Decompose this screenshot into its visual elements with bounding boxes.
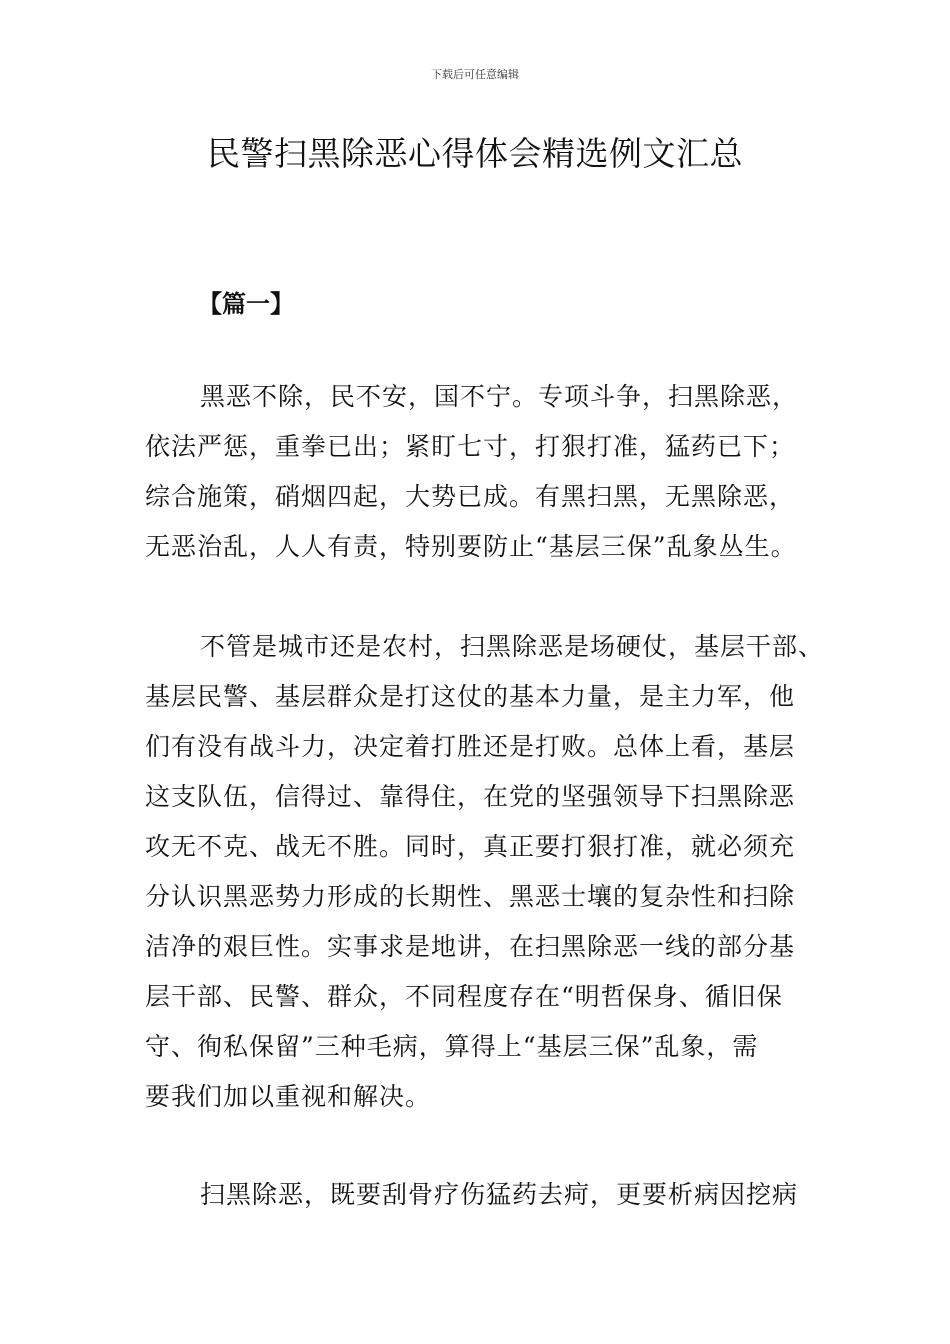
paragraph-line: 分认识黑恶势力形成的长期性、黑恶士壤的复杂性和扫除 — [145, 882, 796, 911]
paragraph-line: 守、徇私保留”三种毛病，算得上“基层三保”乱象，需 — [145, 1032, 759, 1061]
paragraph-line: 综合施策，硝烟四起，大势已成。有黑扫黑，无黑除恶， — [145, 482, 796, 511]
paragraph-1 — [145, 372, 825, 572]
paragraph-2 — [145, 622, 825, 1122]
paragraph-line: 不管是城市还是农村，扫黑除恶是场硬仗，基层干部、 — [200, 632, 825, 661]
paragraph-line: 洁净的艰巨性。实事求是地讲，在扫黑除恶一线的部分基 — [145, 932, 796, 961]
paragraph-line: 要我们加以重视和解决。 — [145, 1082, 432, 1111]
paragraph-line: 扫黑除恶，既要刮骨疗伤猛药去疴，更要析病因挖病 — [200, 1180, 799, 1209]
paragraph-line: 基层民警、基层群众是打这仗的基本力量，是主力军，他 — [145, 682, 796, 711]
section-label: 【篇一】 — [198, 289, 294, 318]
document-title: 民警扫黑除恶心得体会精选例文汇总 — [207, 134, 743, 173]
paragraph-3 — [145, 1170, 825, 1220]
paragraph-line: 黑恶不除，民不安，国不宁。专项斗争，扫黑除恶， — [200, 382, 799, 411]
header-note: 下载后可任意编辑 — [431, 68, 519, 81]
paragraph-line: 这支队伍，信得过、靠得住，在党的坚强领导下扫黑除恶 — [145, 782, 796, 811]
paragraph-line: 无恶治乱，人人有责，特别要防止“基层三保”乱象丛生。 — [145, 532, 797, 561]
paragraph-line: 层干部、民警、群众，不同程度存在“明哲保身、循旧保 — [145, 982, 783, 1011]
paragraph-line: 依法严惩，重拳已出；紧盯七寸，打狠打准，猛药已下； — [145, 432, 796, 461]
paragraph-line: 们有没有战斗力，决定着打胜还是打败。总体上看，基层 — [145, 732, 796, 761]
paragraph-line: 攻无不克、战无不胜。同时，真正要打狠打准，就必须充 — [145, 832, 796, 861]
